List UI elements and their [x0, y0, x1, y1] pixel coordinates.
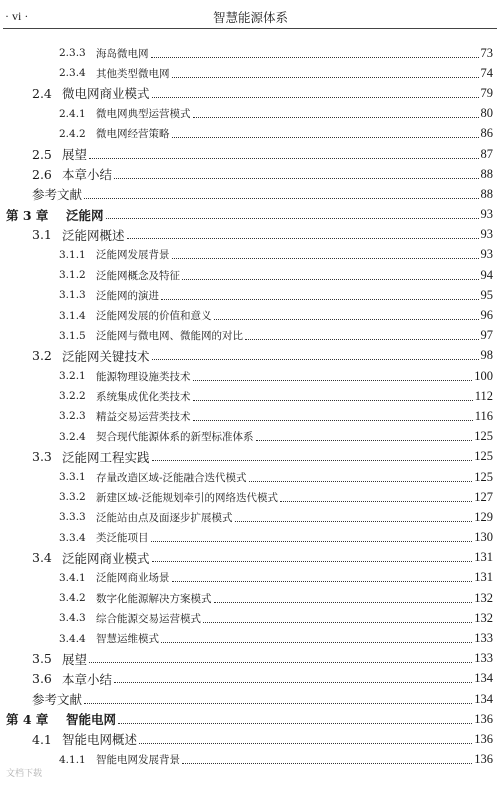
toc-entry-title: 海岛微电网 — [96, 47, 149, 60]
toc-section-entry[interactable] — [0, 548, 501, 568]
dot-leader — [89, 158, 478, 159]
dot-leader — [193, 420, 473, 421]
toc-entry-title: 智能电网发展背景 — [96, 754, 180, 767]
toc-entry-title: 泛能网商业场景 — [96, 572, 170, 585]
toc-subsection-entry[interactable] — [0, 467, 501, 487]
toc-subsection-entry[interactable] — [0, 568, 501, 588]
toc-entry-page: 129 — [474, 509, 493, 524]
dot-leader — [118, 723, 472, 724]
dot-leader — [193, 400, 473, 401]
dot-leader — [214, 319, 479, 320]
toc-entry-title: 新建区域-泛能规划牵引的网络迭代模式 — [96, 491, 279, 504]
dot-leader — [235, 521, 473, 522]
toc-entry-title: 泛能网与微电网、微能网的对比 — [96, 330, 243, 343]
toc-entry-page: 134 — [474, 671, 493, 686]
dot-leader — [249, 481, 473, 482]
toc-subsection-entry[interactable] — [0, 628, 501, 648]
toc-entry-title: 微电网经营策略 — [96, 128, 170, 141]
toc-entry-page: 95 — [480, 287, 493, 302]
dot-leader — [152, 97, 479, 98]
toc-entry-number: 2.5 — [32, 146, 52, 162]
toc-entry-title: 精益交易运营类技术 — [96, 410, 191, 423]
toc-entry-page: 131 — [474, 550, 493, 565]
running-title: 智慧能源体系 — [212, 10, 288, 25]
toc-entry-title: 参考文献 — [32, 692, 83, 708]
toc-entry-page: 93 — [480, 247, 493, 262]
toc-entry-number: 3.5 — [32, 651, 52, 667]
dot-leader — [172, 581, 473, 582]
toc-entry-title: 数字化能源解决方案模式 — [96, 592, 212, 605]
toc-entry-number: 3.2.2 — [59, 390, 86, 403]
toc-entry-title: 本章小结 — [62, 167, 113, 183]
toc-entry-page: 87 — [480, 146, 493, 161]
toc-subsection-entry[interactable] — [0, 305, 501, 325]
toc-references-entry[interactable] — [0, 184, 501, 204]
toc-entry-number: 3.2.3 — [59, 410, 86, 423]
dot-leader — [214, 602, 473, 603]
toc-entry-number: 3.1.4 — [59, 309, 86, 322]
toc-subsection-entry[interactable] — [0, 608, 501, 628]
dot-leader — [193, 117, 479, 118]
toc-subsection-entry[interactable] — [0, 507, 501, 527]
toc-subsection-entry[interactable] — [0, 265, 501, 285]
toc-entry-number: 2.4.2 — [59, 127, 86, 140]
toc-entry-title: 类泛能项目 — [96, 532, 149, 545]
toc-entry-number: 3.6 — [32, 671, 52, 687]
toc-entry-page: 112 — [474, 388, 493, 403]
toc-entry-title: 泛能站由点及面逐步扩展模式 — [96, 511, 233, 524]
toc-entry-page: 98 — [480, 348, 493, 363]
dot-leader — [172, 137, 479, 138]
toc-entry-number: 3.3.3 — [59, 511, 86, 524]
dot-leader — [152, 359, 479, 360]
dot-leader — [151, 57, 479, 58]
toc-entry-title: 泛能网工程实践 — [62, 449, 150, 465]
toc-subsection-entry[interactable] — [0, 406, 501, 426]
toc-entry-number: 2.6 — [32, 166, 52, 182]
dot-leader — [182, 279, 479, 280]
dot-leader — [114, 682, 472, 683]
toc-entry-page: 93 — [480, 207, 493, 222]
toc-section-entry[interactable] — [0, 447, 501, 467]
toc-entry-number: 3.4.2 — [59, 592, 86, 605]
toc-chapter-entry[interactable] — [0, 205, 501, 225]
toc-entry-number: 3.2 — [32, 348, 52, 364]
toc-entry-number: 3.3.1 — [59, 471, 86, 484]
toc-entry-title: 微电网典型运营模式 — [96, 108, 191, 121]
dot-leader — [151, 541, 473, 542]
toc-entry-number: 3.3 — [32, 449, 52, 465]
toc-entry-title: 其他类型微电网 — [96, 67, 170, 80]
toc-section-entry[interactable] — [0, 225, 501, 245]
toc-entry-page: 80 — [480, 106, 493, 121]
dot-leader — [193, 380, 473, 381]
toc-entry-page: 125 — [474, 469, 493, 484]
toc-entry-page: 136 — [474, 711, 493, 726]
toc-entry-page: 74 — [480, 65, 493, 80]
header-rule — [3, 28, 497, 29]
toc-entry-page: 132 — [474, 610, 493, 625]
toc-section-entry[interactable] — [0, 83, 501, 103]
toc-entry-number: 2.4 — [32, 85, 52, 101]
toc-entry-title: 泛能网发展背景 — [96, 249, 170, 262]
toc-entry-title: 泛能网关键技术 — [62, 348, 150, 364]
toc-section-entry[interactable] — [0, 346, 501, 366]
toc-subsection-entry[interactable] — [0, 528, 501, 548]
toc-entry-number: 3.1.1 — [59, 248, 86, 261]
toc-section-entry[interactable] — [0, 144, 501, 164]
toc-entry-title: 参考文献 — [32, 187, 83, 203]
toc-subsection-entry[interactable] — [0, 366, 501, 386]
dot-leader — [106, 218, 479, 219]
toc-entry-title: 系统集成优化类技术 — [96, 390, 191, 403]
toc-entry-page: 131 — [474, 570, 493, 585]
toc-entry-page: 133 — [474, 651, 493, 666]
toc-entry-number: 3.2.4 — [59, 430, 86, 443]
dot-leader — [152, 561, 473, 562]
toc-entry-number: 3.4.4 — [59, 632, 86, 645]
toc-entry-page: 79 — [480, 85, 493, 100]
toc-entry-page: 96 — [480, 308, 493, 323]
dot-leader — [161, 642, 472, 643]
toc-entry-page: 132 — [474, 590, 493, 605]
toc-entry-title: 存量改造区域-泛能融合迭代模式 — [96, 471, 247, 484]
toc-entry-number: 3.4 — [32, 550, 52, 566]
toc-subsection-entry[interactable] — [0, 124, 501, 144]
toc-entry-page: 125 — [474, 429, 493, 444]
dot-leader — [84, 198, 478, 199]
toc-entry-page: 88 — [480, 186, 493, 201]
toc-entry-number: 3.3.4 — [59, 531, 86, 544]
toc-entry-page: 73 — [480, 45, 493, 60]
toc-entry-number: 2.3.4 — [59, 67, 86, 80]
toc-entry-title: 泛能网概念及特征 — [96, 269, 180, 282]
toc-entry-number: 第 3 章 — [6, 207, 49, 223]
toc-entry-page: 93 — [480, 227, 493, 242]
dot-leader — [84, 703, 472, 704]
dot-leader — [127, 238, 479, 239]
toc-entry-number: 3.1 — [32, 227, 52, 243]
dot-leader — [280, 501, 472, 502]
toc-subsection-entry[interactable] — [0, 63, 501, 83]
toc-entry-title: 展望 — [62, 147, 88, 163]
dot-leader — [256, 440, 473, 441]
toc-entry-page: 125 — [474, 449, 493, 464]
toc-section-entry[interactable] — [0, 729, 501, 749]
page-number: · vi · — [5, 9, 29, 23]
toc-entry-page: 127 — [474, 489, 493, 504]
toc-entry-number: 4.1.1 — [59, 753, 86, 766]
toc-entry-title: 微电网商业模式 — [62, 86, 150, 102]
toc-chapter-entry[interactable] — [0, 709, 501, 729]
dot-leader — [172, 77, 479, 78]
toc-section-entry[interactable] — [0, 649, 501, 669]
toc-subsection-entry[interactable] — [0, 43, 501, 63]
dot-leader — [203, 622, 472, 623]
toc-entry-page: 136 — [474, 752, 493, 767]
toc-entry-page: 100 — [474, 368, 493, 383]
toc-entry-title: 泛能网 — [66, 207, 104, 223]
toc-subsection-entry[interactable] — [0, 386, 501, 406]
toc-entry-title: 智慧运维模式 — [96, 633, 159, 646]
toc-entry-title: 泛能网的演进 — [96, 289, 159, 302]
toc-entry-number: 3.1.5 — [59, 329, 86, 342]
toc-entry-title: 智能电网 — [66, 712, 117, 728]
toc-entry-title: 泛能网发展的价值和意义 — [96, 310, 212, 323]
toc-entry-number: 2.3.3 — [59, 47, 86, 60]
toc-entry-title: 契合现代能源体系的新型标准体系 — [96, 431, 254, 444]
toc-entry-number: 3.3.2 — [59, 491, 86, 504]
dot-leader — [172, 258, 479, 259]
toc-entry-page: 133 — [474, 631, 493, 646]
dot-leader — [114, 178, 478, 179]
toc-subsection-entry[interactable] — [0, 285, 501, 305]
toc-entry-page: 116 — [474, 408, 493, 423]
toc-references-entry[interactable] — [0, 689, 501, 709]
dot-leader — [245, 339, 479, 340]
dot-leader — [139, 743, 472, 744]
toc-entry-title: 本章小结 — [62, 671, 113, 687]
toc-entry-number: 3.4.3 — [59, 612, 86, 625]
toc-entry-title: 能源物理设施类技术 — [96, 370, 191, 383]
table-of-contents — [0, 43, 501, 770]
toc-entry-page: 136 — [474, 731, 493, 746]
toc-entry-page: 134 — [474, 691, 493, 706]
toc-entry-number: 3.4.1 — [59, 571, 86, 584]
dot-leader — [152, 460, 473, 461]
toc-subsection-entry[interactable] — [0, 427, 501, 447]
toc-subsection-entry[interactable] — [0, 487, 501, 507]
toc-subsection-entry[interactable] — [0, 245, 501, 265]
toc-entry-title: 泛能网概述 — [62, 227, 125, 243]
toc-subsection-entry[interactable] — [0, 104, 501, 124]
toc-entry-number: 第 4 章 — [6, 712, 49, 728]
page-header — [0, 0, 501, 32]
toc-section-entry[interactable] — [0, 669, 501, 689]
toc-entry-number: 4.1 — [32, 731, 52, 747]
toc-subsection-entry[interactable] — [0, 326, 501, 346]
dot-leader — [161, 299, 479, 300]
dot-leader — [182, 763, 472, 764]
toc-entry-number: 3.1.2 — [59, 269, 86, 282]
dot-leader — [89, 662, 472, 663]
watermark: 文档下载 — [6, 769, 43, 779]
toc-entry-page: 86 — [480, 126, 493, 141]
toc-entry-title: 综合能源交易运营模式 — [96, 612, 201, 625]
toc-entry-page: 97 — [480, 328, 493, 343]
toc-section-entry[interactable] — [0, 164, 501, 184]
toc-subsection-entry[interactable] — [0, 588, 501, 608]
toc-entry-number: 3.1.3 — [59, 289, 86, 302]
toc-entry-title: 智能电网概述 — [62, 732, 138, 748]
toc-entry-number: 2.4.1 — [59, 107, 86, 120]
toc-entry-page: 94 — [480, 267, 493, 282]
toc-entry-page: 88 — [480, 166, 493, 181]
toc-entry-title: 泛能网商业模式 — [62, 550, 150, 566]
toc-entry-page: 130 — [474, 530, 493, 545]
toc-entry-title: 展望 — [62, 651, 88, 667]
toc-subsection-entry[interactable] — [0, 750, 501, 770]
toc-entry-number: 3.2.1 — [59, 370, 86, 383]
